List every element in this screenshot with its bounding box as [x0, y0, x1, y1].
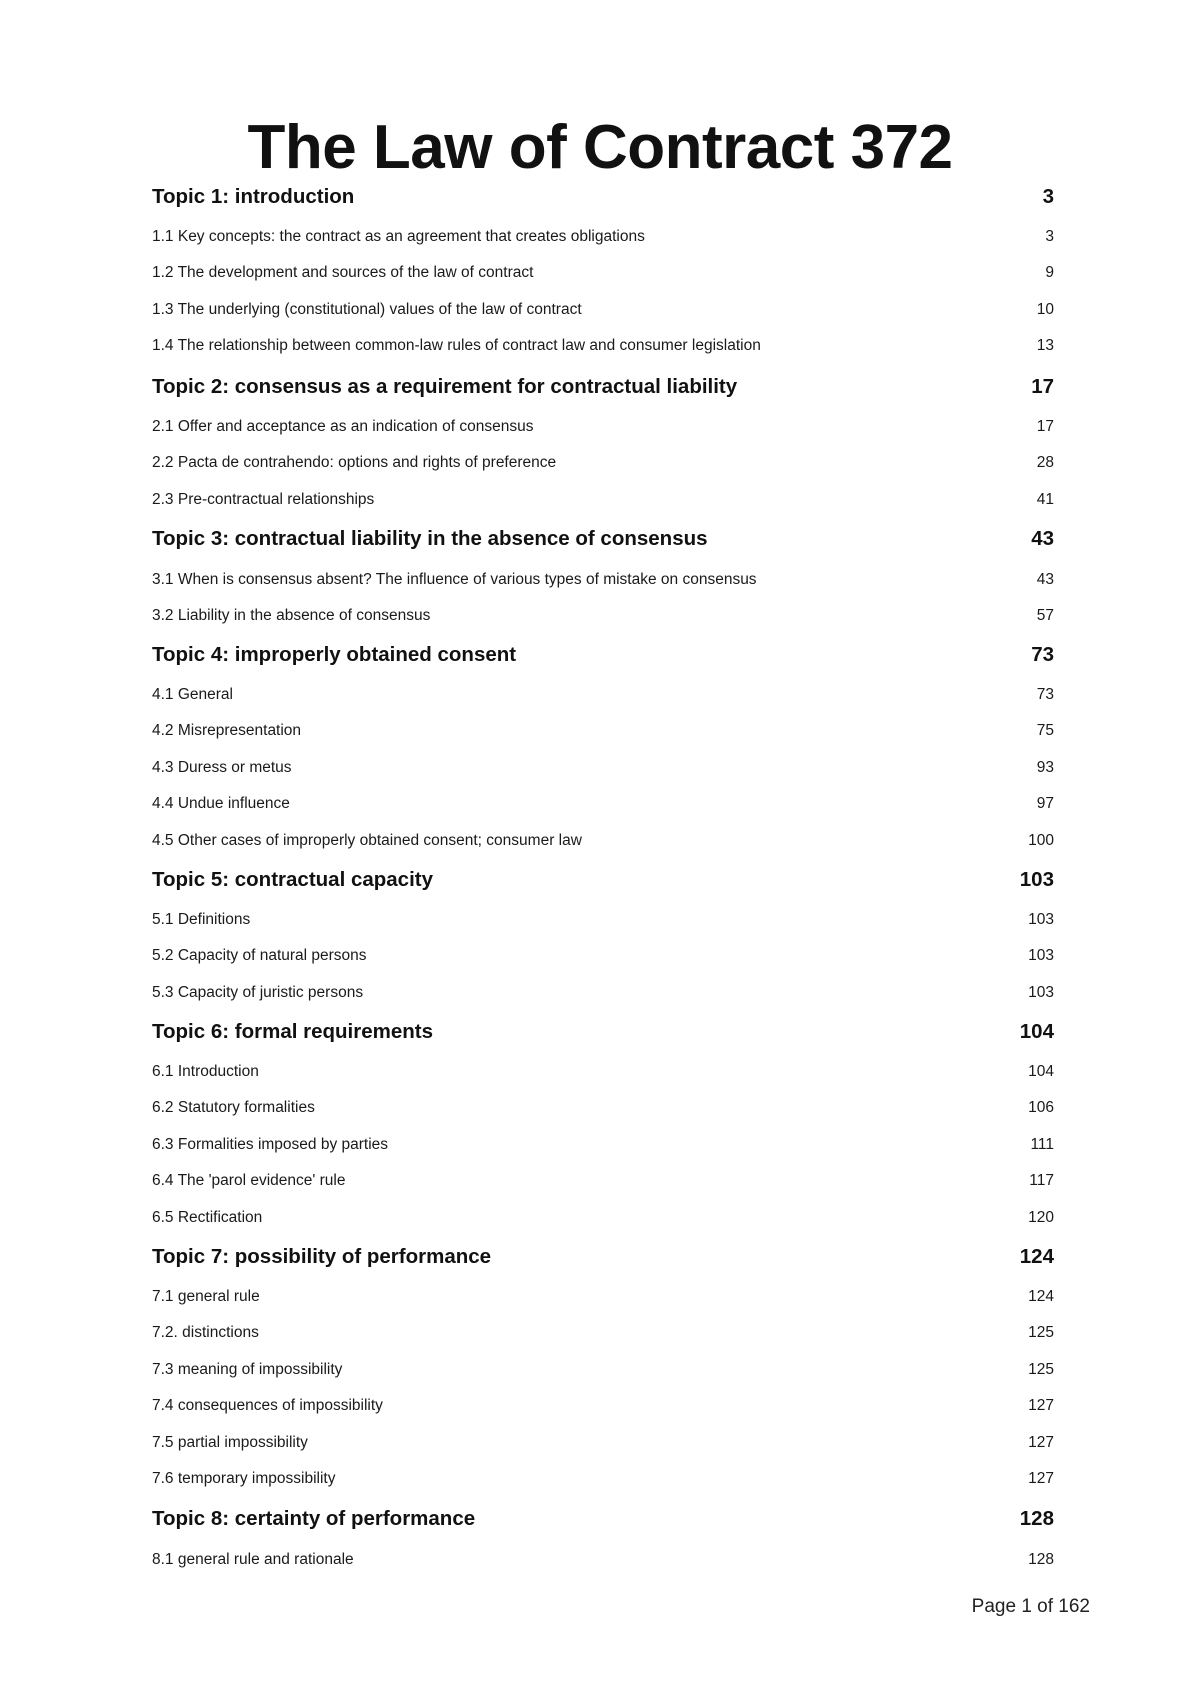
page-footer: Page 1 of 162 — [971, 1596, 1090, 1617]
toc-entry — [152, 299, 1054, 321]
toc-topic — [152, 524, 1054, 554]
toc-entry — [152, 945, 1054, 967]
toc-entry-label: 6.5 Rectification — [152, 1209, 263, 1226]
toc-page-number: 17 — [1036, 418, 1054, 435]
toc-page-number: 103 — [1028, 984, 1054, 1001]
toc-entry — [152, 1207, 1054, 1229]
toc-topic — [152, 182, 1054, 212]
toc-entry — [152, 416, 1054, 438]
toc-entry — [152, 489, 1054, 511]
toc-page-number: 117 — [1029, 1172, 1054, 1189]
toc-page-number: 3 — [1045, 228, 1054, 245]
toc-entry-label: 4.2 Misrepresentation — [152, 722, 302, 739]
toc-topic — [152, 1242, 1054, 1272]
toc-entry-label: 5.1 Definitions — [152, 911, 251, 928]
toc-page-number: 103 — [1028, 947, 1054, 964]
toc-entry — [152, 1359, 1054, 1381]
toc-page-number: 10 — [1036, 301, 1054, 318]
toc-topic — [152, 1504, 1054, 1534]
toc-entry-label: 3.1 When is consensus absent? The influence of various types of mistake on consensus — [152, 571, 757, 588]
toc-entry-label: 7.2. distinctions — [152, 1324, 259, 1341]
toc-entry-label: 7.6 temporary impossibility — [152, 1470, 336, 1487]
toc-page-number: 127 — [1028, 1434, 1054, 1451]
toc-entry — [152, 1170, 1054, 1192]
toc-entry — [152, 1549, 1054, 1571]
toc-entry-label: 7.1 general rule — [152, 1288, 260, 1305]
toc-page-number: 124 — [1019, 1245, 1054, 1268]
toc-page-number: 17 — [1031, 375, 1054, 398]
toc-entry-label: 1.1 Key concepts: the contract as an agreement that creates obligations — [152, 228, 645, 245]
toc-page-number: 41 — [1036, 491, 1054, 508]
toc-page-number: 13 — [1036, 337, 1054, 354]
document-title: The Law of Contract 372 — [247, 113, 953, 182]
toc-entry-label: 6.2 Statutory formalities — [152, 1099, 315, 1116]
toc-page-number: 104 — [1019, 1020, 1054, 1043]
toc-entry — [152, 1286, 1054, 1308]
toc-page-number: 124 — [1028, 1288, 1054, 1305]
toc-entry — [152, 1134, 1054, 1156]
toc-page-number: 75 — [1036, 722, 1054, 739]
toc-topic — [152, 1017, 1054, 1047]
toc-entry — [152, 1432, 1054, 1454]
toc-page-number: 73 — [1036, 686, 1054, 703]
toc-page-number: 125 — [1028, 1361, 1054, 1378]
toc-entry — [152, 982, 1054, 1004]
toc-page-number: 111 — [1030, 1136, 1054, 1153]
toc-page-number: 93 — [1036, 759, 1054, 776]
toc-entry-label: 6.4 The 'parol evidence' rule — [152, 1172, 346, 1189]
toc-entry-label: 5.2 Capacity of natural persons — [152, 947, 367, 964]
toc-entry-label: 1.3 The underlying (constitutional) values of the law of contract — [152, 301, 582, 318]
toc-page-number: 3 — [1042, 185, 1054, 208]
toc-entry — [152, 1395, 1054, 1417]
toc-entry — [152, 569, 1054, 591]
toc-topic-label: Topic 7: possibility of performance — [152, 1245, 492, 1268]
toc-page-number: 57 — [1036, 607, 1054, 624]
toc-page-number: 127 — [1028, 1397, 1054, 1414]
toc-entry-label: 6.1 Introduction — [152, 1063, 259, 1080]
table-of-contents — [152, 0, 1054, 1696]
toc-entry — [152, 262, 1054, 284]
toc-page-number: 120 — [1028, 1209, 1054, 1226]
toc-entry — [152, 720, 1054, 742]
toc-entry-label: 4.5 Other cases of improperly obtained consent; consumer law — [152, 832, 582, 849]
toc-page-number: 103 — [1028, 911, 1054, 928]
toc-page-number: 97 — [1036, 795, 1054, 812]
toc-topic-label: Topic 4: improperly obtained consent — [152, 643, 517, 666]
toc-entry — [152, 1097, 1054, 1119]
toc-entry-label: 5.3 Capacity of juristic persons — [152, 984, 364, 1001]
toc-page-number: 104 — [1028, 1063, 1054, 1080]
toc-page-number: 43 — [1036, 571, 1054, 588]
toc-topic — [152, 640, 1054, 670]
toc-entry-label: 7.4 consequences of impossibility — [152, 1397, 383, 1414]
toc-entry-label: 7.5 partial impossibility — [152, 1434, 308, 1451]
toc-page-number: 125 — [1028, 1324, 1054, 1341]
toc-entry-label: 6.3 Formalities imposed by parties — [152, 1136, 389, 1153]
toc-page-number: 73 — [1031, 643, 1054, 666]
toc-page-number: 100 — [1028, 832, 1054, 849]
toc-entry — [152, 684, 1054, 706]
toc-entry — [152, 793, 1054, 815]
toc-page-number: 128 — [1019, 1507, 1054, 1530]
toc-topic-label: Topic 2: consensus as a requirement for contractual liability — [152, 375, 738, 398]
toc-entry-label: 1.2 The development and sources of the law of contract — [152, 264, 534, 281]
toc-page-number: 127 — [1028, 1470, 1054, 1487]
toc-entry — [152, 909, 1054, 931]
toc-entry — [152, 226, 1054, 248]
toc-topic-label: Topic 8: certainty of performance — [152, 1507, 476, 1530]
toc-entry-label: 7.3 meaning of impossibility — [152, 1361, 343, 1378]
toc-entry-label: 1.4 The relationship between common-law rules of contract law and consumer legislation — [152, 337, 761, 354]
toc-entry — [152, 830, 1054, 852]
toc-entry-label: 2.2 Pacta de contrahendo: options and rights of preference — [152, 454, 557, 471]
toc-topic-label: Topic 1: introduction — [152, 185, 355, 208]
toc-topic — [152, 372, 1054, 402]
toc-topic-label: Topic 6: formal requirements — [152, 1020, 433, 1043]
toc-page-number: 103 — [1019, 868, 1054, 891]
toc-page-number: 43 — [1031, 527, 1054, 550]
toc-entry-label: 4.3 Duress or metus — [152, 759, 292, 776]
toc-entry-label: 4.4 Undue influence — [152, 795, 290, 812]
toc-entry — [152, 335, 1054, 357]
toc-topic-label: Topic 3: contractual liability in the absence of consensus — [152, 527, 708, 550]
toc-entry-label: 2.3 Pre-contractual relationships — [152, 491, 375, 508]
toc-entry — [152, 452, 1054, 474]
toc-page-number: 28 — [1036, 454, 1054, 471]
toc-entry — [152, 1322, 1054, 1344]
toc-page-number: 128 — [1028, 1551, 1054, 1568]
toc-entry — [152, 1468, 1054, 1490]
toc-entry — [152, 1061, 1054, 1083]
toc-entry-label: 4.1 General — [152, 686, 233, 703]
toc-entry — [152, 757, 1054, 779]
toc-entry-label: 2.1 Offer and acceptance as an indication of consensus — [152, 418, 534, 435]
toc-entry-label: 8.1 general rule and rationale — [152, 1551, 354, 1568]
toc-topic-label: Topic 5: contractual capacity — [152, 868, 434, 891]
toc-entry-label: 3.2 Liability in the absence of consensus — [152, 607, 431, 624]
toc-entry — [152, 605, 1054, 627]
toc-page-number: 9 — [1045, 264, 1054, 281]
toc-topic — [152, 865, 1054, 895]
toc-page-number: 106 — [1028, 1099, 1054, 1116]
